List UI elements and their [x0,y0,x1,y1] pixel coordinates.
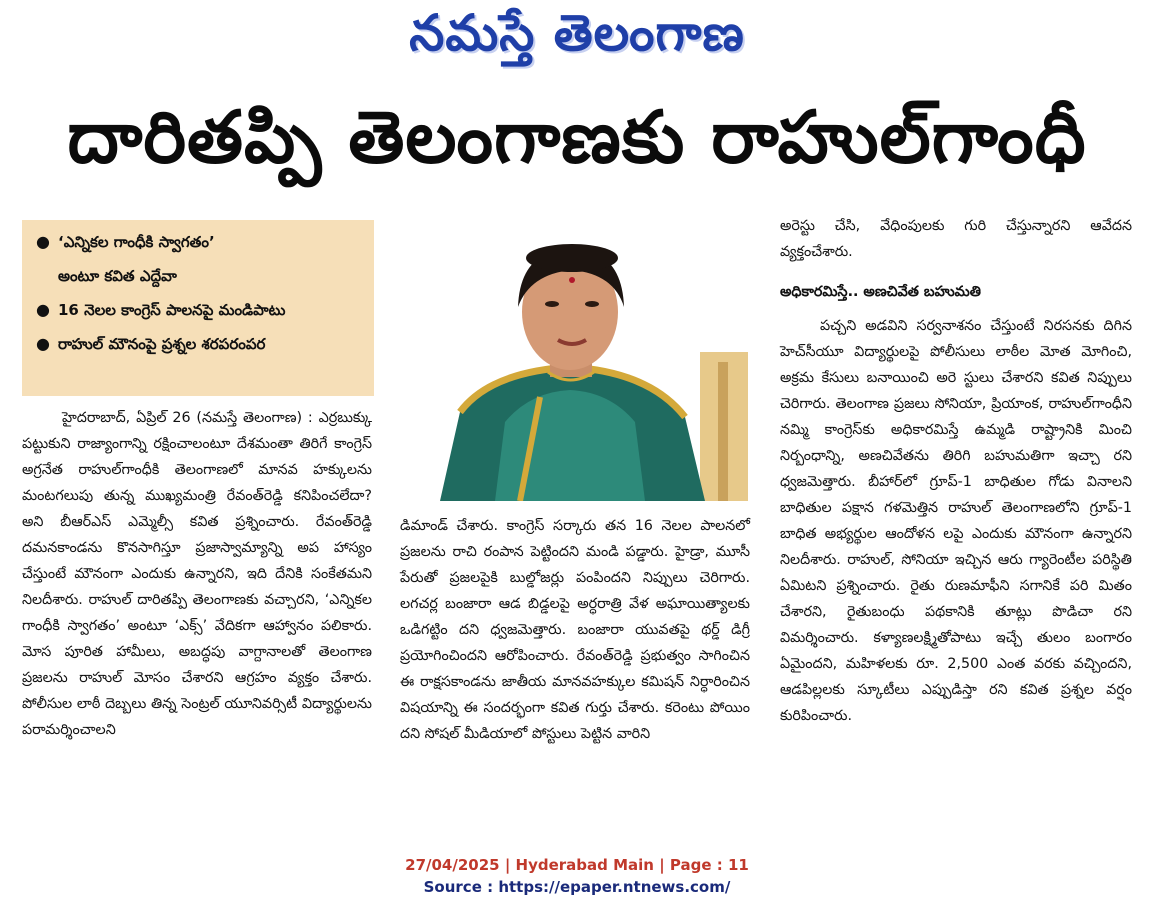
masthead-logo: నమస్తే తెలంగాణ [409,3,745,62]
article-paragraph: అరెస్టు చేసి, వేధింపులకు గురి చేస్తున్నారని ఆవేదన వ్యక్తంచేశారు. [780,218,1132,260]
portrait-photo [400,222,748,501]
highlight-item [36,334,362,354]
page-footer [0,854,1154,898]
portrait-illustration [400,222,748,501]
headline [0,96,1154,196]
highlight-text: రాహుల్ మౌనంపై ప్రశ్నల శరపరంపర [58,335,266,353]
bullet-icon: ● [36,300,50,319]
footer-meta: 27/04/2025 | Hyderabad Main | Page : 11 [405,856,749,874]
footer-source: Source : https://epaper.ntnews.com/ [423,878,731,896]
article-paragraph: హైదరాబాద్, ఏప్రిల్ 26 (నమస్తే తెలంగాణ) : ఎర్రబుక్కు పట్టుకుని రాజ్యాంగాన్ని రక్షించాలంటూ దేశమంతా తిరిగే కాంగ్రెస్ అగ్రనేత రాహుల్‌గాంధీకి తెలంగాణలో మానవ హక్కులను మంటగలుపు తున్న ముఖ్యమంత్రి రేవంత్‌రెడ్డి కనిపించలేదా? అని బీఆర్‌ఎస్ ఎమ్మెల్సీ కవిత ప్రశ్నించారు. రేవంత్‌రెడ్డి దమనకాండను కొనసాగిస్తూ ప్రజాస్వామ్యాన్ని అప హాస్యం చేస్తుంటే మౌనంగా ఎందుకు ఉన్నారని, ఇది దేనికి సంకేతమని నిలదీశారు. రాహుల్ దారితప్పి తెలంగాణకు వచ్చారని, ‘ఎన్నికల గాంధీకి స్వాగతం’ అంటూ ‘ఎక్స్’ వేదికగా ఆహ్వానం పలికారు. మోస పూరిత హామీలు, అబద్ధపు వాగ్దానాలతో తెలంగాణ ప్రజలను రాహుల్ మోసం చేశారని ఆగ్రహం వ్యక్తం చేశారు. పోలీసుల లాఠీ దెబ్బలు తిన్న సెంట్రల్ యూనివర్సిటీ విద్యార్థులను పరామర్శించాలని [22,410,372,738]
highlight-item [36,232,362,252]
headline-text: దారితప్పి తెలంగాణకు రాహుల్‌గాంధీ [67,95,1087,179]
highlight-text: అంటూ కవిత ఎద్దేవా [58,267,177,285]
highlight-item [36,266,362,286]
article-paragraph: పచ్చని అడవిని సర్వనాశనం చేస్తుంటే నిరసనకు దిగిన హెచ్‌సీయూ విద్యార్థులపై పోలీసులు లాఠీల మోత మోగించి, అక్రమ కేసులు బనాయించి అరె స్టులు చేశారని కవిత నిప్పులు చెరిగారు. తెలంగాణ ప్రజలు సోనియా, ప్రియాంక, రాహుల్‌గాంధీని నమ్మి కాంగ్రెస్‌కు అధికారమిస్తే ఉమ్మడి రాష్ట్రానికి మించి నిర్బంధాన్ని, అణచివేతను తిరిగి బహుమతిగా ఇచ్చా రని ధ్వజమెత్తారు. బీహార్‌లో గ్రూప్-1 బాధితుల గోడు వినాలని బాధితుల పక్షాన గళమెత్తిన రాహుల్ తెలంగాణలోని గ్రూప్-1 బాధిత అభ్యర్థుల ఆందోళన లపై ఎందుకు మౌనంగా ఉన్నారని నిలదీశారు. రాహుల్, సోనియా ఇచ్చిన ఆరు గ్యారెంటీల పరిస్థితి ఏమిటని ప్రశ్నించారు. రైతు రుణమాఫీని సగానికే పరి మితం చేశారని, రైతుబంధు పథకానికి తూట్లు పొడిచా రని విమర్శించారు. కళ్యాణలక్ష్మితోపాటు ఇచ్చే తులం బంగారం ఏమైందని, మహిళలకు రూ. 2,500 ఎంత వరకు వచ్చిందని, ఆడపిల్లలకు స్కూటీలు ఎప్పుడిస్తా రని కవిత ప్రశ్నల వర్షం కురిపించారు. [780,318,1132,724]
masthead [0,0,1154,78]
highlight-item [36,300,362,320]
highlight-text: ‘ఎన్నికల గాంధీకి స్వాగతం’ [58,233,215,251]
article-column-3 [780,213,1132,729]
highlight-text: 16 నెలల కాంగ్రెస్ పాలనపై మండిపాటు [58,301,286,319]
highlights-box [22,220,374,396]
article-column-1 [22,405,372,743]
article-subheading: అధికారమిస్తే.. అణచివేత బహుమతి [780,284,981,300]
bullet-icon: ● [36,232,50,251]
bullet-icon: ● [36,334,50,353]
article-paragraph: డిమాండ్ చేశారు. కాంగ్రెస్ సర్కారు తన 16 నెలల పాలనలో ప్రజలను రాచి రంపాన పెట్టిందని మండి పడ్డారు. హైడ్రా, మూసీ పేరుతో ప్రజలపైకి బుల్డోజర్లు పంపిందని నిప్పులు చెరిగారు. లగచర్ల బంజారా ఆడ బిడ్డలపై అర్ధరాత్రి వేళ అఘాయిత్యాలకు ఒడిగట్టిం దని ధ్వజమెత్తారు. బంజారా యువతపై థర్డ్ డిగ్రీ ప్రయోగించిందని ఆరోపించారు. రేవంత్‌రెడ్డి ప్రభుత్వం సాగించిన ఈ రాక్షసకాండను జాతీయ మానవహక్కుల కమిషన్ నిర్ధారించిన విషయాన్ని ఈ సందర్భంగా కవిత గుర్తు చేశారు. కరెంటు పోయిం దని సోషల్ మీడియాలో పోస్టులు పెట్టిన వారిని [400,518,750,742]
article-column-2 [400,513,750,747]
